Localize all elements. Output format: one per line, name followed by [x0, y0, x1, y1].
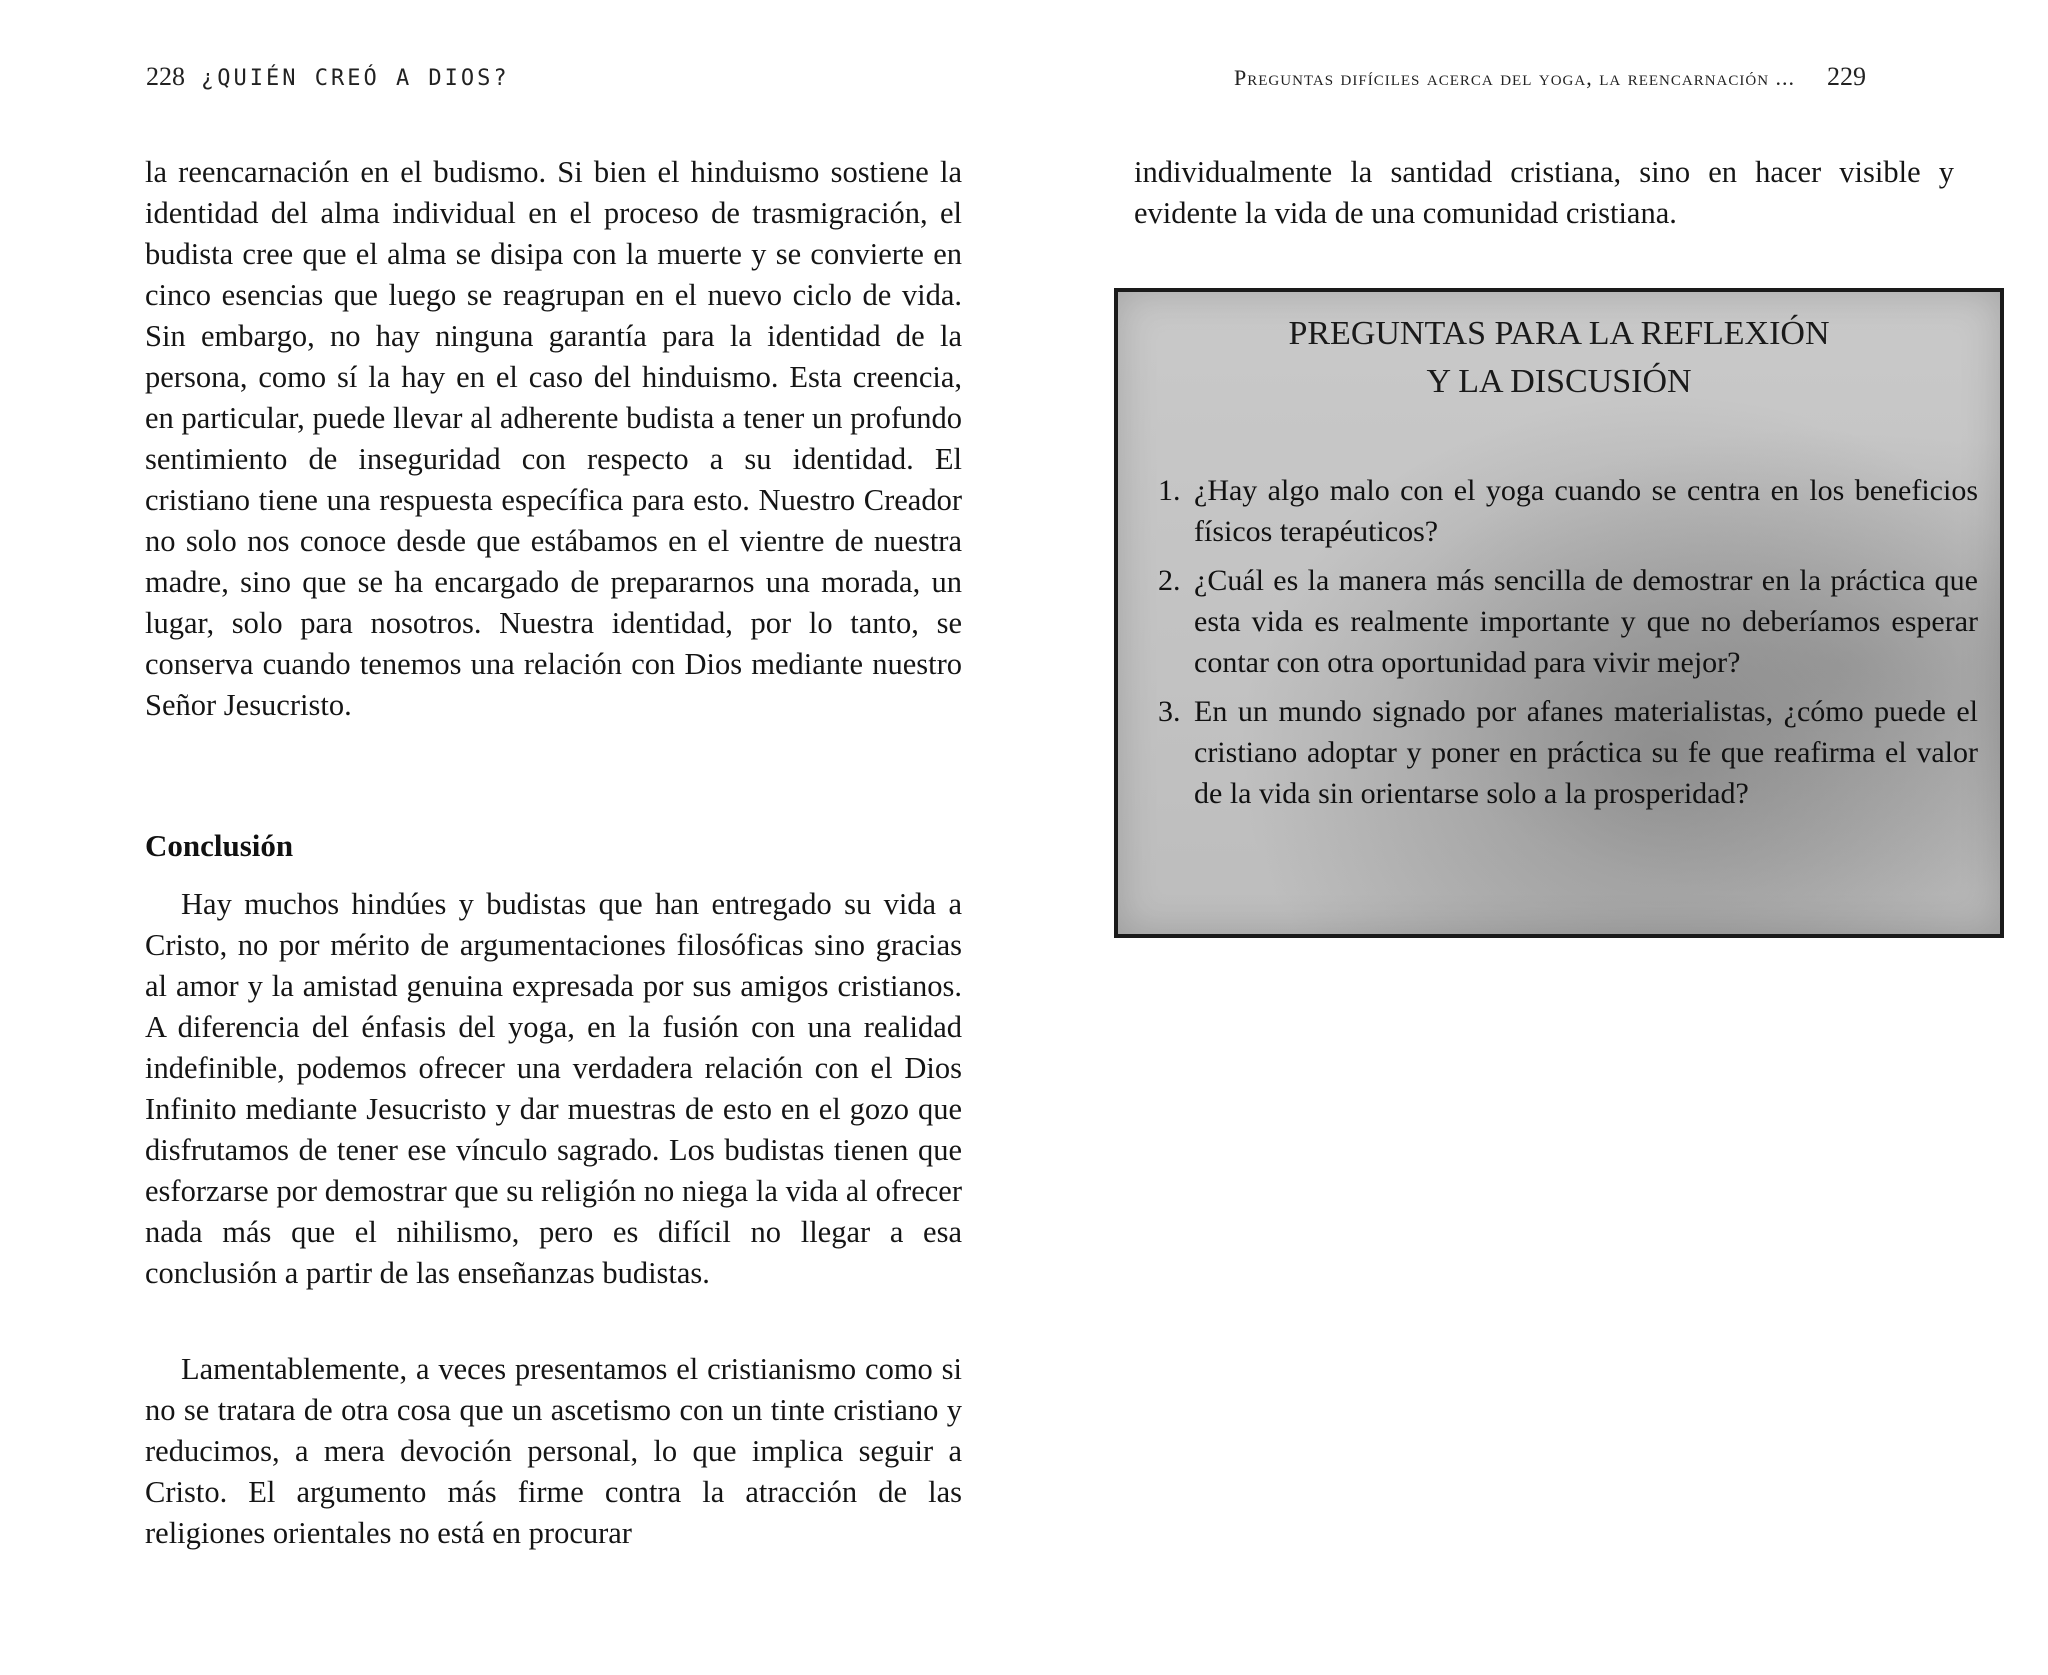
question-item: [1158, 691, 1978, 814]
question-item: [1158, 560, 1978, 683]
question-number: 1.: [1158, 474, 1181, 507]
question-number: 2.: [1158, 564, 1181, 597]
question-text: ¿Hay algo malo con el yoga cuando se centra en los beneficios físicos terapéuticos?: [1194, 474, 1978, 548]
box-title: [1118, 310, 2000, 406]
question-text: En un mundo signado por afanes materialistas, ¿cómo puede el cristiano adoptar y poner en práctica su fe que reafirma el valor de la vida sin orientarse solo a la prosperidad?: [1194, 695, 1978, 810]
question-item: [1158, 470, 1978, 552]
question-text: ¿Cuál es la manera más sencilla de demostrar en la práctica que esta vida es realmente importante y que no deberíamos esperar contar con otra oportunidad para vivir mejor?: [1194, 564, 1978, 679]
paragraph-text: Lamentablemente, a veces presentamos el cristianismo como si no se tratara de otra cosa que un ascetismo con un tinte cristiano y reducimos, a mera devoción personal, lo que implica seguir a Cristo. El argumento más firme contra la atracción de las religiones orientales no está en procurar: [145, 1352, 962, 1550]
right-page: [1024, 0, 2048, 1675]
reflection-questions-box: [1114, 288, 2004, 938]
right-running-head: [1234, 62, 1866, 92]
left-paragraph-1: [145, 152, 962, 726]
book-title-header: ¿QUIÉN CREÓ A DIOS?: [201, 66, 510, 91]
chapter-title-header: Preguntas difíciles acerca del yoga, la reencarnación ...: [1234, 65, 1796, 90]
paragraph-text: la reencarnación en el budismo. Si bien el hinduismo sostiene la identidad del alma individual en el proceso de trasmigración, el budista cree que el alma se disipa con la muerte y se convierte en cinco esencias que luego se reagrupan en el nuevo ciclo de vida. Sin embargo, no hay ninguna garantía para la identidad de la persona, como sí la hay en el caso del hinduismo. Esta creencia, en particular, puede llevar al adherente budista a tener un profundo sentimiento de inseguridad con respecto a su identidad. El cristiano tiene una respuesta específica para esto. Nuestro Creador no solo nos conoce desde que estábamos en el vientre de nuestra madre, sino que se ha encargado de prepararnos una morada, un lugar, solo para nosotros. Nuestra identidad, por lo tanto, se conserva cuando tenemos una relación con Dios mediante nuestro Señor Jesucristo.: [145, 155, 962, 722]
left-paragraph-3: [145, 1349, 962, 1554]
page-number-left: 228: [146, 62, 185, 91]
section-heading-conclusion: Conclusión: [145, 828, 294, 863]
box-title-line-2: Y LA DISCUSIÓN: [1426, 363, 1692, 400]
paragraph-text: individualmente la santidad cristiana, sino en hacer visible y evidente la vida de una comunidad cristiana.: [1134, 155, 1954, 230]
left-running-head: [146, 62, 510, 92]
box-title-line-1: PREGUNTAS PARA LA REFLEXIÓN: [1288, 315, 1830, 352]
left-paragraph-2: [145, 884, 962, 1294]
page-number-right: 229: [1827, 62, 1867, 91]
paragraph-text: Hay muchos hindúes y budistas que han entregado su vida a Cristo, no por mérito de argumentaciones filosóficas sino gracias al amor y la amistad genuina expresada por sus amigos cristianos. A diferencia del énfasis del yoga, en la fusión con una realidad indefinible, podemos ofrecer una verdadera relación con el Dios Infinito mediante Jesucristo y dar muestras de esto en el gozo que disfrutamos de tener ese vínculo sagrado. Los budistas tienen que esforzarse por demostrar que su religión no niega la vida al ofrecer nada más que el nihilismo, pero es difícil no llegar a esa conclusión a partir de las enseñanzas budistas.: [145, 887, 962, 1290]
question-number: 3.: [1158, 695, 1181, 728]
question-list: [1158, 470, 1978, 822]
right-paragraph-1: [1134, 152, 1954, 234]
